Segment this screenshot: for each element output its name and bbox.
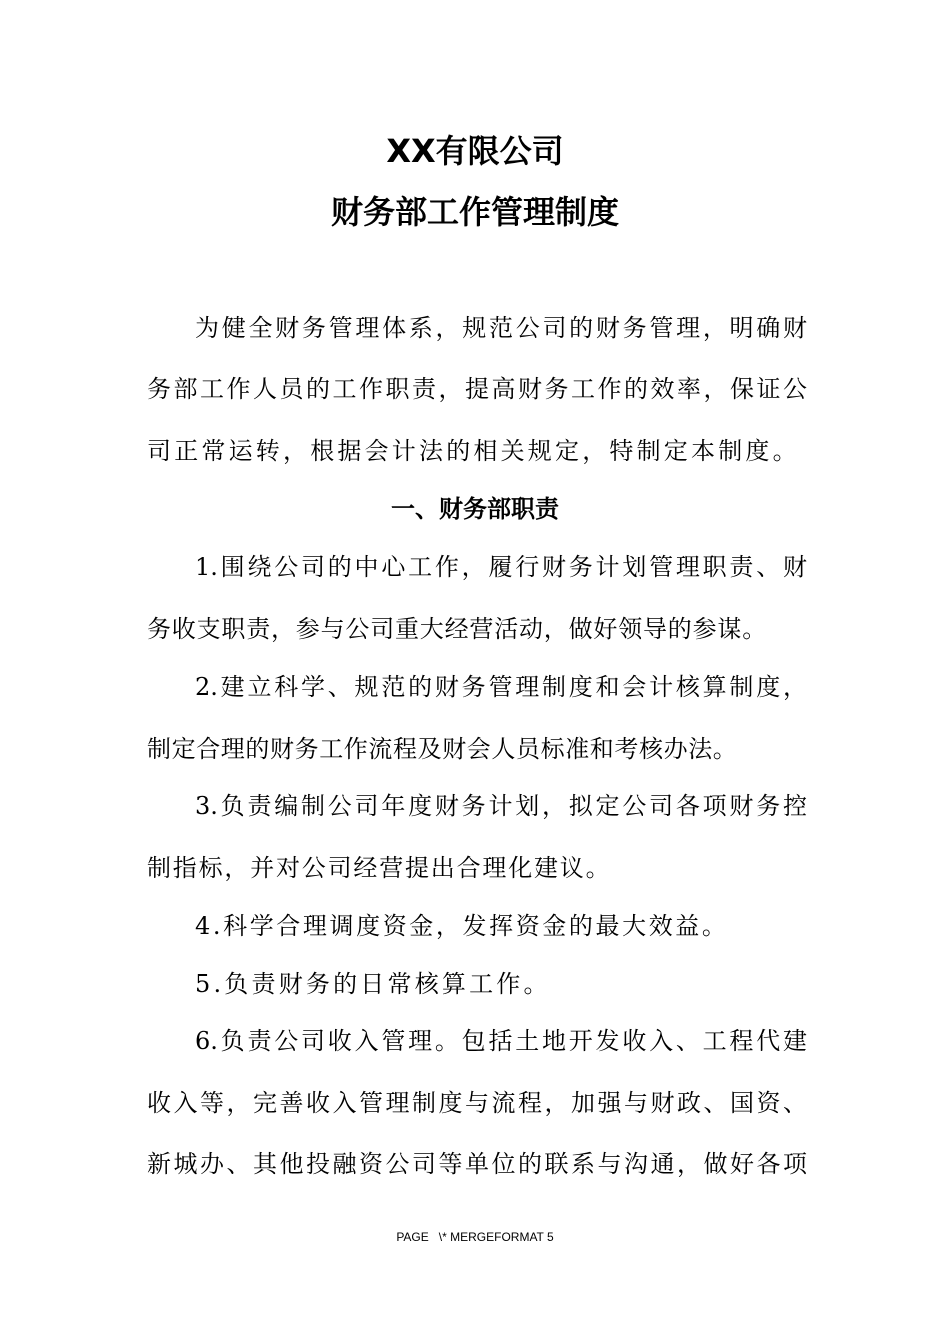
item-1-line-2: 务收支职责，参与公司重大经营活动，做好领导的参谋。 <box>147 615 767 643</box>
section-heading-finance-duties: 一、财务部职责 <box>391 495 559 523</box>
intro-line-2: 务部工作人员的工作职责，提高财务工作的效率，保证公 <box>147 375 807 403</box>
item-1-line-1: 1.围绕公司的中心工作，履行财务计划管理职责、财 <box>195 553 807 581</box>
item-2-line-2: 制定合理的财务工作流程及财会人员标准和考核办法。 <box>147 735 738 763</box>
item-6-line-1: 6.负责公司收入管理。包括土地开发收入、工程代建 <box>195 1027 807 1055</box>
item-3-line-1: 3.负责编制公司年度财务计划，拟定公司各项财务控 <box>195 792 807 820</box>
document-title-policy: 财务部工作管理制度 <box>330 193 619 231</box>
item-6-line-3: 新城办、其他投融资公司等单位的联系与沟通，做好各项 <box>147 1150 807 1178</box>
item-3-line-2: 制指标，并对公司经营提出合理化建议。 <box>147 854 612 882</box>
page-footer-field: PAGE \* MERGEFORMAT 5 <box>396 1230 554 1244</box>
item-2-line-1: 2.建立科学、规范的财务管理制度和会计核算制度， <box>195 673 807 701</box>
item-6-line-2: 收入等，完善收入管理制度与流程，加强与财政、国资、 <box>147 1089 807 1117</box>
document-title-company: XX有限公司 <box>386 132 564 170</box>
intro-line-3: 司正常运转，根据会计法的相关规定，特制定本制度。 <box>147 437 800 465</box>
item-5-line: 5.负责财务的日常核算工作。 <box>195 970 551 998</box>
item-4-line: 4.科学合理调度资金，发挥资金的最大效益。 <box>195 912 729 940</box>
intro-line-1: 为健全财务管理体系，规范公司的财务管理，明确财 <box>195 314 807 342</box>
